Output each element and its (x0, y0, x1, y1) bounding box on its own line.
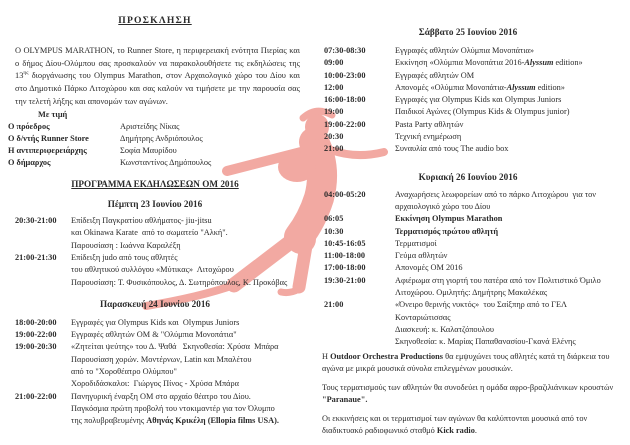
text-segment: Κονταριώτισσας (395, 312, 451, 322)
event-description (395, 94, 614, 106)
day-events (8, 215, 302, 289)
text-segment: «Ζητείται ψεύτης» του Δ. Ψαθά Σκηνοθεσία: Χρύσα Μπάρα (71, 342, 279, 352)
event-time: 19:00 (324, 107, 344, 117)
event-time: 09:00 (324, 58, 344, 68)
text-segment: Παρουσίαση : Ιωάννα Καραλέξη (71, 240, 181, 250)
schedule-row (8, 317, 302, 329)
day-heading: Σάββατο 25 Ιουνίου 2016 (418, 27, 518, 37)
text-segment: Διασκευή: κ. Καλατζόπουλου (395, 324, 494, 334)
event-time: 19:30-21:00 (324, 275, 366, 285)
program-title: ΠΡΟΓΡΑΜΜΑ ΕΚΔΗΛΩΣΕΩΝ ΟΜ 2016 (71, 178, 239, 189)
notes (322, 351, 614, 438)
event-line (395, 143, 614, 155)
schedule-row (8, 215, 302, 252)
event-line (71, 264, 302, 276)
officials-list (8, 121, 302, 170)
text-segment: Εγγραφές αθλητών Ολύμπια Μονοπάτια» (395, 46, 535, 55)
official-title: Η αντιπεριφερειάρχης (8, 146, 87, 156)
schedule-row (322, 119, 614, 131)
text-segment: Τους τερματισμούς των αθλητών θα συνοδεύει η ομάδα αφρο-βραζιλιάνικων κρουστών (322, 382, 614, 392)
event-line (71, 317, 302, 329)
event-time: 21:00-21:30 (15, 252, 57, 262)
event-line (71, 354, 302, 366)
text-segment: Απονομές ΟΜ 2016 (395, 263, 463, 273)
text-segment: Επίδειξη Παγκρατίου αθλήματος- jiu-jitsu (71, 216, 212, 226)
event-line (395, 106, 614, 118)
text-segment: edition» (553, 58, 583, 68)
event-line (395, 70, 614, 82)
day-events (322, 189, 614, 349)
event-line (71, 341, 302, 353)
event-description (71, 391, 302, 428)
text-segment: . (474, 426, 477, 436)
event-description (395, 238, 614, 250)
schedule-row (322, 82, 614, 94)
event-time: 18:00-20:00 (15, 317, 57, 327)
event-line (395, 119, 614, 131)
official-row (8, 133, 302, 145)
event-description (395, 82, 614, 94)
text-segment: Παρουσίαση: Τ. Φυσικόπουλος, Δ. Σωτηρόπουλος, Κ. Προκόβας (71, 277, 288, 287)
schedule-row (322, 45, 614, 57)
event-line (395, 324, 614, 336)
schedule-row (8, 329, 302, 341)
event-line (395, 189, 614, 201)
text-segment: Επίδειξη judo από τους αθλητές (71, 252, 178, 262)
schedule-row (322, 57, 614, 69)
event-line (71, 252, 302, 264)
event-description (71, 341, 302, 390)
text-segment: Αθηνάς Κρικέλη (Ellopia films USA). (146, 416, 279, 426)
event-description (71, 317, 302, 329)
text-segment: από το "Χοροθέατρο Ολύμπου" (71, 367, 177, 376)
event-line (395, 94, 614, 106)
text-segment: Alyssum (506, 82, 536, 92)
page-title: ΠΡΟΣΚΛΗΣΗ (118, 15, 192, 26)
official-title: Ο δήμαρχος (8, 158, 51, 168)
text-segment: Λιτοχώρου. Ομιλητής: Δημήτρης Μακαλέκας (395, 288, 548, 298)
event-line (395, 299, 614, 311)
text-segment: Πανηγυρική έναρξη ΟΜ στο αρχαίο θέατρο του Δίου. (71, 391, 251, 401)
text-segment: Εγγραφές για Olympus Kids και Olympus Juniors (395, 95, 562, 105)
text-segment: Σκηνοθεσία: κ. Μαρίας Παπαθανασίου-Γκανά Ελένης (395, 337, 576, 347)
event-time: 21:00-22:00 (15, 391, 57, 401)
event-time: 21:00 (324, 300, 344, 310)
event-description (395, 143, 614, 155)
event-description (395, 106, 614, 118)
official-name: Αριστείδης Νίκας (120, 121, 180, 131)
invitation-body (15, 45, 300, 109)
day-section-friday (8, 298, 302, 428)
schedule-row (322, 262, 614, 274)
event-time: 20:30 (324, 132, 344, 142)
text-segment: Τερματισμοί (395, 238, 437, 248)
event-description (395, 70, 614, 82)
event-description (395, 57, 614, 69)
official-name: Σοφία Μαυρίδου (120, 146, 177, 156)
official-row (8, 145, 302, 157)
event-time: 16:00-18:00 (324, 95, 366, 105)
text-segment: Αναχωρήσεις λεωφορείων από το πάρκο Λιτοχώρου για τον (395, 189, 597, 199)
text-segment: Εγγραφές για Olympus Kids και Olympus Juniors (71, 317, 240, 327)
schedule-row (8, 341, 302, 390)
text-segment: Εγγραφές αθλητών ΟΜ (395, 70, 475, 80)
text-segment: ης (23, 70, 29, 77)
signoff-label: Με τιμή (38, 109, 68, 119)
note-paragraph (322, 413, 614, 438)
event-line (395, 312, 614, 324)
official-title: Ο δ/ντής Runner Store (8, 133, 89, 143)
event-description (71, 329, 302, 341)
event-line (395, 57, 614, 69)
text-segment: διοργάνωσης του Olympus Marathon, στον Αρχαιολογικό χώρο του Δίου και στο Δημοτικό Πάρκο Λιτοχώρου και σας καλούν να τιμήσετε με την παρουσία σας την τελετή λήξης και απονομών των αγώνων. (15, 71, 300, 106)
text-segment: Η (322, 351, 331, 361)
event-description (71, 252, 302, 289)
schedule-row (322, 189, 614, 214)
event-line (395, 287, 614, 299)
text-segment: Εγγραφές αθλητών ΟΜ & "Ολύμπια Μονοπάτια" (71, 330, 237, 340)
schedule-row (322, 275, 614, 300)
text-segment: Kick radio (436, 426, 475, 436)
text-segment: Παρουσίαση χορών. Μοντέρνων, Latin και Μπαλέτου (71, 354, 252, 364)
event-time: 10:00-23:00 (324, 70, 366, 80)
schedule-row (322, 143, 614, 155)
event-time: 17:00-18:00 (324, 263, 366, 273)
schedule-row (322, 94, 614, 106)
event-description (395, 275, 614, 300)
text-segment: Τεχνική ενημέρωση (395, 132, 462, 142)
schedule-row (322, 238, 614, 250)
schedule-row (322, 213, 614, 225)
event-line (395, 238, 614, 250)
text-segment: της πολυβραβευμένης (71, 416, 147, 426)
text-segment: θα εμψυχώνει τους αθλητές κατά τη διάρκεια του αγώνα με μικρά μουσικά σύνολα επιλεγμένων μουσικών. (322, 351, 610, 373)
event-line (395, 131, 614, 143)
text-segment: αρχαιολογικό χώρο του Δίου (395, 201, 491, 211)
event-line (71, 227, 302, 239)
event-description (395, 131, 614, 143)
event-line (395, 250, 614, 262)
official-name: Δημήτρης Ανδριόπουλος (120, 133, 203, 143)
day-section-sunday (322, 171, 614, 349)
event-line (395, 201, 614, 213)
schedule-row (8, 391, 302, 428)
day-heading: Πέμπτη 23 Ιουνίου 2016 (107, 199, 203, 210)
event-description (395, 189, 614, 214)
schedule-row (322, 299, 614, 348)
event-line (395, 213, 614, 225)
text-segment: Τερματισμός πρώτου αθλητή (395, 226, 499, 236)
event-description (395, 250, 614, 262)
event-description (395, 226, 614, 238)
event-line (395, 82, 614, 94)
event-line (395, 275, 614, 287)
official-row (8, 121, 302, 133)
text-segment: Εκκίνηση Olympus Marathon (395, 214, 503, 224)
event-line (71, 366, 302, 378)
day-events (322, 45, 614, 156)
event-time: 12:00 (324, 82, 344, 92)
event-time: 19:00-22:00 (324, 119, 366, 129)
event-line (71, 215, 302, 227)
event-time: 04:00-05:20 (324, 189, 366, 199)
event-line (395, 336, 614, 348)
event-time: 07:30-08:30 (324, 46, 366, 55)
day-section-thursday (8, 198, 302, 289)
event-time: 11:00-18:00 (324, 251, 366, 261)
event-description (395, 213, 614, 225)
text-segment: edition» (535, 82, 565, 92)
text-segment: του αθλητικού συλλόγου «Μύτικας» Λιτοχώρου (71, 265, 234, 275)
event-line (71, 240, 302, 252)
event-line (71, 403, 302, 415)
event-time: 19:00-20:30 (15, 342, 57, 352)
text-segment: Pasta Party αθλητών (395, 119, 464, 129)
event-time: 21:00 (324, 144, 344, 154)
event-line (395, 45, 614, 57)
schedule-row (322, 131, 614, 143)
official-title: Ο πρόεδρος (8, 121, 50, 131)
event-line (71, 378, 302, 390)
text-segment: Παιδικοί Αγώνες (Olympus Kids & Olympus junior) (395, 107, 570, 117)
text-segment: Γεύμα αθλητών (395, 251, 448, 261)
event-description (395, 262, 614, 274)
text-segment: και Okinawa Karate από το σωματείο "Αλκή". (71, 228, 228, 238)
event-time: 10:45-16:05 (324, 238, 366, 248)
event-time: 06:05 (324, 214, 344, 224)
text-segment: Εκκίνηση «Ολύμπια Μονοπάτια 2016- (395, 58, 525, 68)
text-segment: Χοροδιδάσκαλοι: Γιώργος Πίνος - Χρύσα Μπάρα (71, 379, 239, 389)
text-segment: "Paranaue". (322, 394, 368, 404)
schedule-row (8, 252, 302, 289)
event-line (71, 415, 302, 427)
day-section-saturday (322, 26, 614, 156)
text-segment: Συναυλία από τους The audio box (395, 144, 509, 154)
official-row (8, 157, 302, 169)
text-segment: Απονομές «Ολύμπια Μονοπάτια- (395, 82, 507, 92)
text-segment: «Όνειρο θερινής νυκτός» του Σαίξπηρ από το ΓΕΛ (395, 300, 568, 310)
text-segment: Οι εκκινήσεις και οι τερματισμοί των αγώνων θα καλύπτονται μουσικά από τον διαδικτυακό ραδιοφωνικό σταθμό (322, 413, 588, 436)
event-description (71, 215, 302, 252)
event-line (395, 262, 614, 274)
text-segment: Alyssum (524, 58, 554, 68)
event-line (395, 226, 614, 238)
event-time: 19:00-22:00 (15, 330, 57, 340)
official-name: Κωνσταντίνος Δημόπουλος (120, 158, 212, 168)
schedule-row (322, 106, 614, 118)
event-description (395, 119, 614, 131)
schedule-row (322, 250, 614, 262)
schedule-row (322, 226, 614, 238)
event-line (71, 391, 302, 403)
text-segment: Ο OLYMPUS MARATHON, το Runner Store, η περιφερειακή ενότητα Πιερίας και ο δήμος Δίου-Ολύμπου σας προσκαλούν να παρακολουθήσετε τις εκδηλώσεις της 13 (15, 46, 300, 81)
schedule-row (322, 70, 614, 82)
text-segment: Outdoor Orchestra Productions (330, 351, 444, 361)
event-time: 10:30 (324, 226, 344, 236)
event-description (395, 299, 614, 348)
event-line (71, 329, 302, 341)
event-line (71, 277, 302, 289)
text-segment: Αφιέρωμα στη γιορτή του πατέρα από τον Πολιτιστικό Όμιλο (395, 275, 601, 285)
right-column (322, 26, 614, 444)
note-paragraph (322, 351, 614, 376)
event-time: 20:30-21:00 (15, 216, 57, 226)
day-heading: Κυριακή 26 Ιουνίου 2016 (418, 171, 518, 182)
text-segment: Παγκόσμια πρώτη προβολή του ντοκιμαντέρ για τον Όλυμπο (71, 403, 275, 413)
left-column (8, 15, 302, 427)
day-heading: Παρασκευή 24 Ιουνίου 2016 (99, 298, 211, 309)
event-description (395, 45, 614, 57)
day-events (8, 317, 302, 428)
note-paragraph (322, 382, 614, 407)
